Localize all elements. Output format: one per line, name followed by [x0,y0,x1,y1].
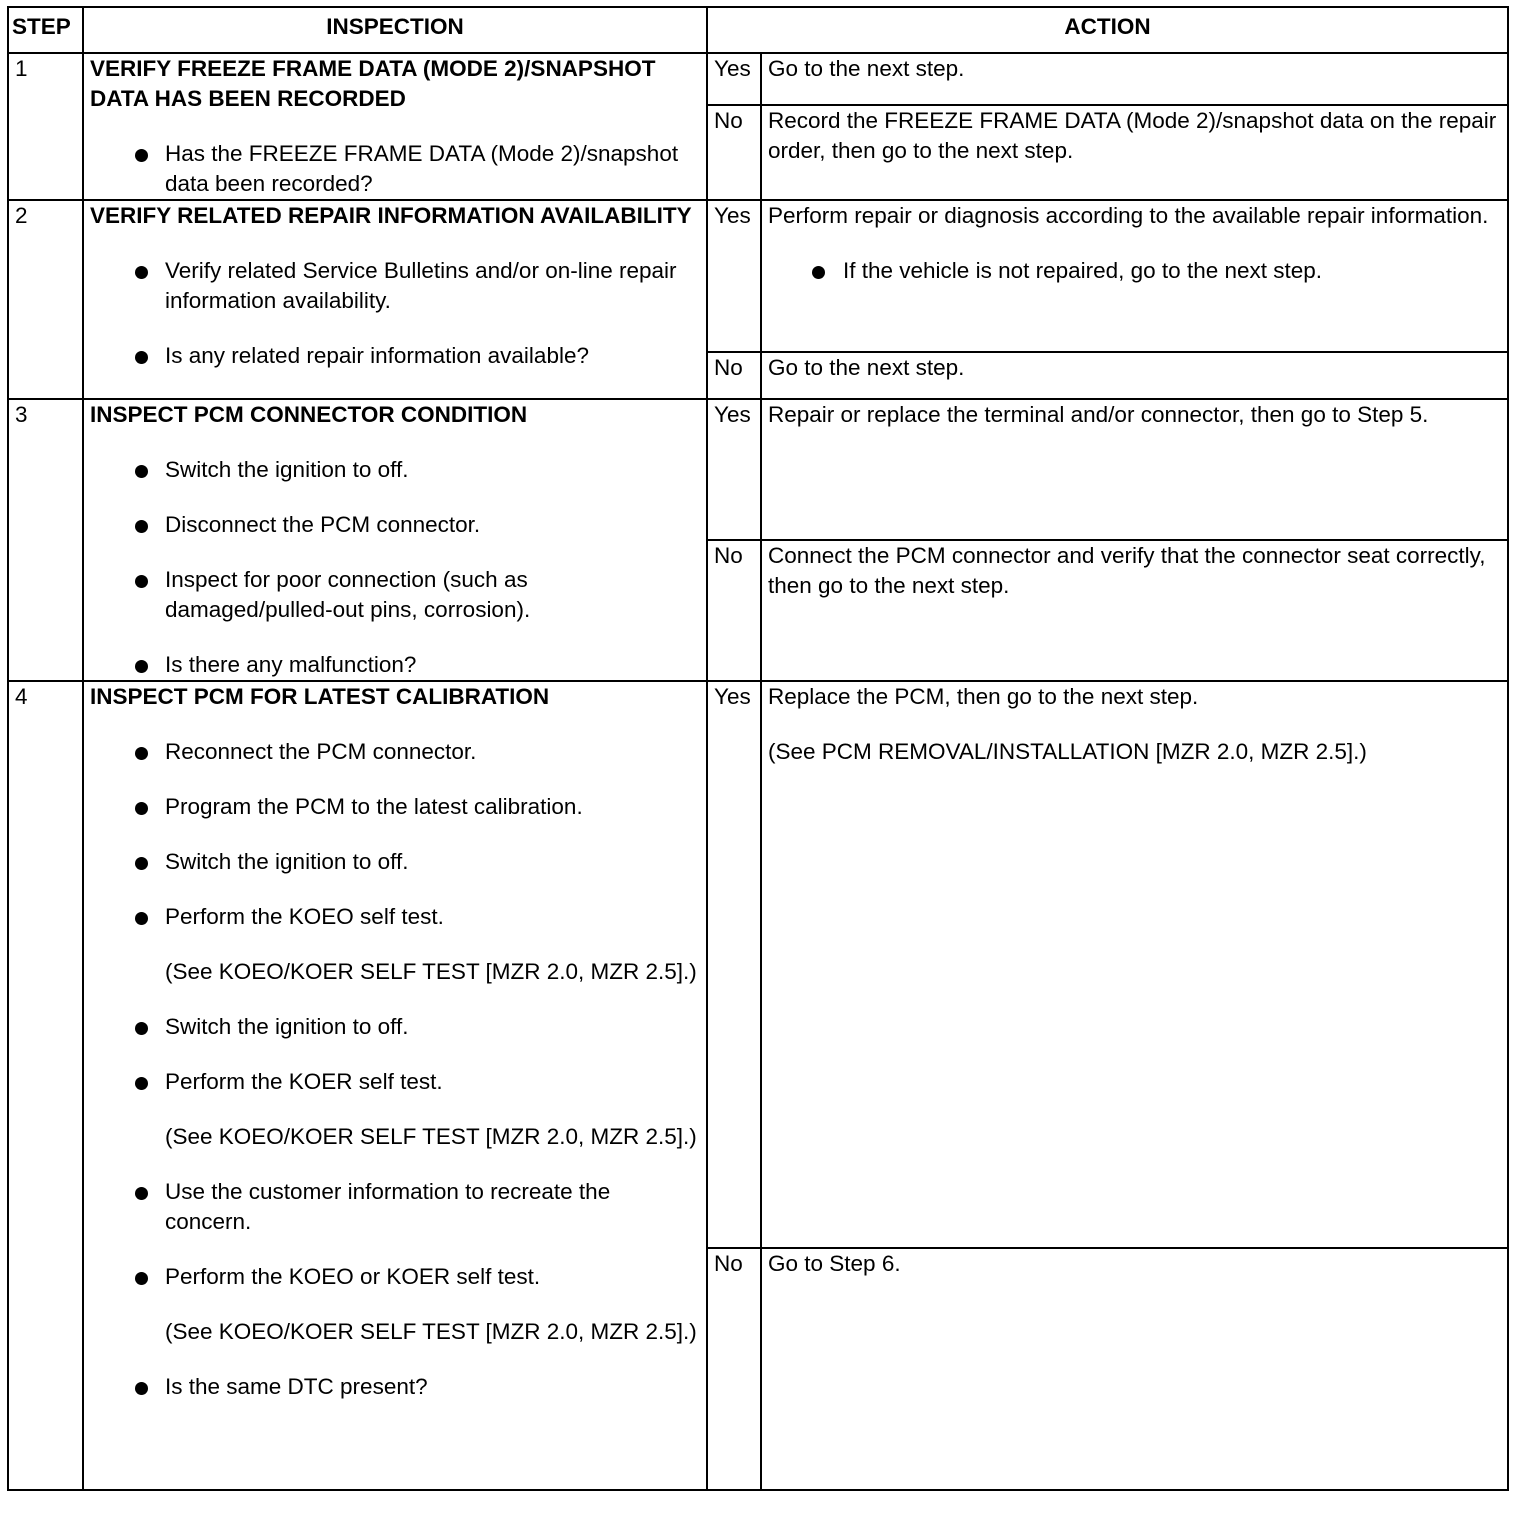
bullet-list [90,256,700,371]
bullet-item: Perform the KOEO self test. [90,902,700,932]
diagnostic-table [7,6,1509,1491]
step-3-inspection [83,399,707,681]
step-4-inspection [83,681,707,1490]
step-title: VERIFY RELATED REPAIR INFORMATION AVAILABILITY [90,203,692,228]
step-4-yes-row [8,681,1508,1248]
yes-action: Perform repair or diagnosis according to the available repair information. [768,203,1489,228]
no-label: No [707,105,761,200]
bullet-list [90,139,700,199]
step-number: 4 [8,681,83,1490]
no-label: No [707,352,761,399]
bullet-item: Has the FREEZE FRAME DATA (Mode 2)/snapshot data been recorded? [90,139,700,199]
yes-label: Yes [707,399,761,540]
step-1-yes-row [8,53,1508,105]
yes-label: Yes [707,53,761,105]
yes-action: Go to the next step. [761,53,1508,105]
yes-label: Yes [707,681,761,1248]
diagnostic-procedure-page [7,6,1509,1491]
no-action: Record the FREEZE FRAME DATA (Mode 2)/snapshot data on the repair order, then go to the next step. [761,105,1508,200]
step-2-inspection [83,200,707,399]
header-step: STEP [8,7,83,53]
step-number: 3 [8,399,83,681]
reference-note: (See KOEO/KOER SELF TEST [MZR 2.0, MZR 2.5].) [165,1124,697,1149]
no-action: Go to Step 6. [761,1248,1508,1490]
step-number: 1 [8,53,83,200]
yes-action-cell [761,200,1508,352]
action-bullet-item: If the vehicle is not repaired, go to the next step. [768,256,1501,286]
bullet-item: Inspect for poor connection (such as damaged/pulled-out pins, corrosion). [90,565,700,625]
action-bullet-list [768,256,1501,286]
reference-note: (See PCM REMOVAL/INSTALLATION [MZR 2.0, MZR 2.5].) [768,739,1367,764]
bullet-list [90,737,700,932]
bullet-item: Is there any malfunction? [90,650,700,680]
bullet-list [90,1372,700,1402]
step-number: 2 [8,200,83,399]
bullet-item: Disconnect the PCM connector. [90,510,700,540]
bullet-item: Reconnect the PCM connector. [90,737,700,767]
step-2-yes-row [8,200,1508,352]
bullet-item: Program the PCM to the latest calibration. [90,792,700,822]
step-title: VERIFY FREEZE FRAME DATA (MODE 2)/SNAPSHOT DATA HAS BEEN RECORDED [90,56,656,111]
yes-action: Repair or replace the terminal and/or connector, then go to Step 5. [761,399,1508,540]
yes-label: Yes [707,200,761,352]
no-label: No [707,1248,761,1490]
bullet-item: Perform the KOEO or KOER self test. [90,1262,700,1292]
header-row [8,7,1508,53]
no-label: No [707,540,761,681]
reference-note: (See KOEO/KOER SELF TEST [MZR 2.0, MZR 2.5].) [165,1319,697,1344]
bullet-item: Is the same DTC present? [90,1372,700,1402]
yes-action: Replace the PCM, then go to the next step. [768,684,1199,709]
header-inspection: INSPECTION [83,7,707,53]
no-action: Connect the PCM connector and verify that the connector seat correctly, then go to the next step. [761,540,1508,681]
bullet-item: Perform the KOER self test. [90,1067,700,1097]
bullet-list [90,455,700,680]
bullet-item: Verify related Service Bulletins and/or on-line repair information availability. [90,256,700,316]
step-title: INSPECT PCM CONNECTOR CONDITION [90,402,528,427]
bullet-item: Switch the ignition to off. [90,847,700,877]
no-action: Go to the next step. [761,352,1508,399]
step-3-yes-row [8,399,1508,540]
bullet-list [90,1012,700,1097]
bullet-list [90,1177,700,1292]
bullet-item: Use the customer information to recreate the concern. [90,1177,700,1237]
header-action: ACTION [707,7,1508,53]
bullet-item: Switch the ignition to off. [90,455,700,485]
yes-action-cell [761,681,1508,1248]
step-title: INSPECT PCM FOR LATEST CALIBRATION [90,684,550,709]
bullet-item: Is any related repair information available? [90,341,700,371]
bullet-item: Switch the ignition to off. [90,1012,700,1042]
step-1-inspection [83,53,707,200]
reference-note: (See KOEO/KOER SELF TEST [MZR 2.0, MZR 2.5].) [165,959,697,984]
